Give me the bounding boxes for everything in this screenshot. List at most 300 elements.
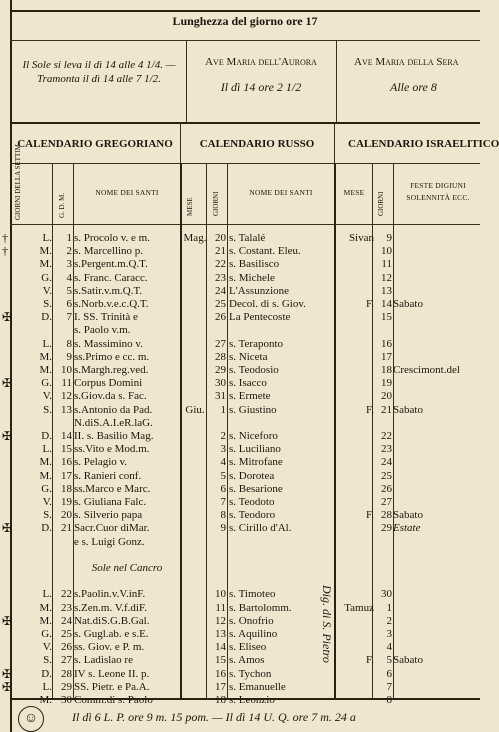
- israelite-month: F.: [366, 403, 374, 416]
- russian-saint: s. Teodoto: [229, 496, 275, 508]
- day-of-week: G.: [41, 377, 52, 390]
- table-row: [0, 351, 480, 364]
- russian-saint: s. Talalé: [229, 232, 266, 244]
- israelite-month: [335, 681, 374, 694]
- russian-saint: s. Besarione: [229, 482, 283, 495]
- table-row: [0, 390, 480, 403]
- day-number: 9: [66, 350, 72, 363]
- divider: [10, 122, 480, 124]
- israelite-month: [335, 575, 374, 588]
- day-number: 23: [61, 601, 72, 614]
- day-number: [52, 536, 72, 549]
- israelite-day: 16: [381, 337, 392, 350]
- israelite-day: 20: [381, 390, 392, 403]
- israelite-feast: [393, 602, 480, 615]
- russian-day: 31: [215, 390, 226, 403]
- israelite-feast: [393, 575, 480, 588]
- day-number: 28: [61, 667, 72, 680]
- israelite-day: [372, 562, 392, 575]
- russian-saint: s. Mitrofane: [229, 456, 283, 469]
- russian-day: 23: [215, 271, 226, 284]
- day-number: 13: [61, 403, 72, 416]
- top-rule: [10, 10, 480, 12]
- israelite-month: [335, 694, 374, 707]
- day-number: 29: [61, 680, 72, 693]
- israelite-month: [335, 338, 374, 351]
- israelite-month: [335, 245, 374, 258]
- gregorian-saint: s.Zen.m. V.f.diF.: [74, 601, 147, 614]
- day-number: [52, 549, 72, 562]
- russian-day: 17: [215, 680, 226, 693]
- israelite-feast: [393, 245, 480, 258]
- israelite-feast: [393, 443, 480, 456]
- day-number: 4: [66, 271, 72, 284]
- russian-saint: s. Luciliano: [229, 443, 281, 456]
- day-of-week: M.: [39, 258, 52, 271]
- israelite-day: [372, 324, 392, 337]
- maltese-cross-icon: ✠: [2, 429, 13, 443]
- russian-saint: s. Costant. Eleu.: [229, 245, 301, 258]
- gregorian-saint: IV s. Leone II. p.: [74, 667, 150, 680]
- day-of-week: G.: [41, 482, 52, 495]
- day-of-week: M.: [39, 245, 52, 258]
- israelite-day: 10: [381, 245, 392, 258]
- russian-saint: s. Teraponto: [229, 337, 284, 350]
- sera-title: Ave Maria della Sera: [354, 56, 459, 68]
- day-of-week: M.: [39, 469, 52, 482]
- day-number: 22: [61, 588, 72, 601]
- gregorian-saint: [74, 575, 178, 588]
- israelite-month: F.: [366, 654, 374, 667]
- maltese-cross-icon: ✠: [2, 666, 13, 681]
- day-of-week: V.: [42, 641, 52, 654]
- table-row: [0, 298, 480, 311]
- gregorian-saint: s. Silverio papa: [74, 509, 143, 522]
- gregorian-saint: SS. Pietr. e Pa.A.: [74, 680, 150, 693]
- gregorian-saint: s. Procolo v. e m.: [74, 232, 150, 244]
- israelite-day: 23: [381, 443, 392, 456]
- table-row: [0, 311, 480, 324]
- russian-day: 20: [215, 232, 226, 244]
- col-nome-santi-greg: NOME DEI SANTI: [95, 188, 159, 197]
- israelite-feast: [393, 390, 480, 403]
- day-of-week: D.: [41, 430, 52, 442]
- vertical-note: Dig. di S. Pietro: [320, 585, 334, 663]
- israelite-month: [335, 351, 374, 364]
- israelite-feast: [393, 351, 480, 364]
- gregorian-saint: s.Norb.v.e.c.Q.T.: [74, 298, 149, 310]
- israelite-day: 19: [381, 377, 392, 390]
- russian-day: 21: [215, 245, 226, 258]
- israelite-feast: [393, 377, 480, 390]
- israelite-day: 21: [381, 403, 392, 416]
- col-giorni-settimana: GIORNI DELLA SETTIM.: [14, 142, 22, 220]
- dagger-icon: †: [2, 244, 8, 259]
- day-of-week: M.: [39, 364, 52, 376]
- day-of-week: [18, 324, 52, 337]
- israelite-day: 8: [386, 694, 392, 706]
- israelite-day: [372, 575, 392, 588]
- israelite-day: 25: [381, 469, 392, 482]
- day-number: 16: [61, 456, 72, 469]
- day-number: 6: [66, 298, 72, 310]
- israelite-month: [335, 285, 374, 298]
- israelite-month: [335, 324, 374, 337]
- day-number: 18: [61, 482, 72, 495]
- table-row: [0, 549, 480, 562]
- day-number: 15: [61, 443, 72, 456]
- day-number: [52, 562, 72, 575]
- gregorian-saint: Sole nel Cancro: [91, 562, 163, 574]
- russian-day: 12: [215, 614, 226, 627]
- israelite-feast: [393, 549, 480, 562]
- russian-day: 14: [215, 641, 226, 654]
- col-giorni-isr: GIORNI: [377, 191, 385, 216]
- israelite-day: 9: [386, 232, 392, 244]
- gregorian-saint: s.Antonio da Pad.: [74, 403, 153, 416]
- israelite-month: [335, 417, 374, 430]
- table-row: [0, 338, 480, 351]
- table-row: [0, 417, 480, 430]
- israelite-month: Tamuz: [344, 601, 374, 614]
- israelite-feast: [393, 562, 480, 575]
- table-row: [0, 562, 480, 575]
- gregorian-saint: s.Satir.v.m.Q.T.: [74, 284, 143, 297]
- russian-day: [206, 536, 226, 549]
- section-russo: CALENDARIO RUSSO: [199, 138, 315, 150]
- day-number: 12: [61, 390, 72, 403]
- russian-day: 3: [220, 443, 226, 456]
- gregorian-saint: Nat.diS.G.B.Gal.: [74, 614, 150, 627]
- israelite-month: [335, 522, 374, 535]
- day-of-week: M.: [39, 614, 52, 627]
- israelite-month: F.: [366, 298, 374, 310]
- israelite-day: 27: [381, 496, 392, 508]
- day-of-week: S.: [43, 654, 52, 667]
- israelite-month: [335, 588, 374, 601]
- russian-day: 22: [215, 258, 226, 271]
- gregorian-saint: s. Ladislao re: [74, 654, 133, 667]
- israelite-day: 22: [381, 430, 392, 442]
- divider: [10, 698, 480, 700]
- divider: [10, 40, 480, 41]
- table-row: [0, 496, 480, 509]
- russian-day: 30: [215, 377, 226, 390]
- russian-saint: s. Giustino: [229, 403, 277, 416]
- russian-day: 9: [220, 522, 226, 535]
- russian-saint: s. Leonzio: [229, 694, 275, 706]
- russian-day: 24: [215, 284, 226, 297]
- israelite-day: 13: [381, 284, 392, 297]
- table-row: [0, 245, 480, 258]
- table-row: [0, 588, 480, 601]
- israelite-month: [335, 430, 374, 443]
- sera-text: Alle ore 8: [390, 80, 437, 94]
- col-mese-isr: MESE: [343, 188, 365, 197]
- gregorian-saint: ss.Vito e Mod.m.: [74, 443, 150, 456]
- day-number: 30: [61, 694, 72, 706]
- russian-saint: s. Onofrio: [229, 614, 274, 627]
- russian-saint: La Pentecoste: [229, 311, 291, 324]
- russian-day: 28: [215, 350, 226, 363]
- day-of-week: S.: [43, 298, 52, 310]
- israelite-feast: [393, 258, 480, 271]
- russian-saint: s. Bartolomm.: [229, 601, 292, 614]
- israelite-month: [335, 536, 374, 549]
- gregorian-saint: ss.Marco e Marc.: [74, 482, 151, 495]
- russian-saint: s. Ermete: [229, 390, 271, 403]
- gregorian-saint: s. Massimino v.: [74, 337, 143, 350]
- day-number: 1: [66, 232, 72, 244]
- aurora-text: Il dì 14 ore 2 1/2: [220, 80, 302, 94]
- day-number: 27: [61, 654, 72, 667]
- russian-day: 18: [215, 694, 226, 706]
- day-of-week: [18, 549, 52, 562]
- israelite-feast: [393, 628, 480, 641]
- day-number: [52, 324, 72, 337]
- israelite-month: [335, 615, 374, 628]
- gregorian-saint: s.Paolin.v.V.inF.: [74, 588, 146, 601]
- israelite-feast: Sabato: [393, 298, 423, 310]
- table-row: [0, 628, 480, 641]
- table-row: [0, 575, 480, 588]
- day-of-week: [18, 575, 52, 588]
- israelite-feast: [393, 430, 480, 443]
- israelite-feast: [393, 417, 480, 430]
- day-number: 21: [61, 522, 72, 535]
- day-of-week: M.: [39, 456, 52, 469]
- col-gdm: G. D. M.: [58, 192, 66, 218]
- day-of-week: S.: [43, 509, 52, 522]
- day-of-week: D.: [41, 311, 52, 324]
- day-number: 26: [61, 641, 72, 654]
- russian-saint: s. Niceforo: [229, 430, 278, 442]
- table-row: [0, 602, 480, 615]
- russian-day: [206, 575, 226, 588]
- maltese-cross-icon: ✠: [2, 679, 13, 694]
- divider: [10, 163, 480, 164]
- israelite-feast: [393, 324, 480, 337]
- table-row: [0, 522, 480, 535]
- gregorian-saint: [74, 549, 178, 562]
- dagger-icon: †: [2, 231, 8, 245]
- israelite-day: 14: [381, 298, 392, 310]
- russian-saint: s. Aquilino: [229, 628, 278, 640]
- russian-saint: s. Eliseo: [229, 641, 267, 654]
- russian-day: 6: [220, 482, 226, 495]
- israelite-feast: [393, 615, 480, 628]
- table-row: [0, 483, 480, 496]
- israelite-day: 29: [381, 522, 392, 535]
- day-number: 19: [61, 496, 72, 508]
- day-of-week: [18, 562, 52, 575]
- israelite-day: 18: [381, 364, 392, 376]
- day-of-week: V.: [42, 496, 52, 508]
- day-of-week: L.: [42, 443, 52, 456]
- russian-day: 13: [215, 628, 226, 640]
- israelite-day: 17: [381, 350, 392, 363]
- day-number: 7: [66, 311, 72, 324]
- col-mese-russo: MESE: [186, 197, 194, 216]
- maltese-cross-icon: ✠: [2, 521, 13, 536]
- table-row: [0, 668, 480, 681]
- footer-moon-phases: Il dì 6 L. P. ore 9 m. 15 pom. — Il dì 14 U. Q. ore 7 m. 24 a: [72, 710, 356, 724]
- table-row: [0, 615, 480, 628]
- israelite-day: [372, 536, 392, 549]
- table-row: [0, 641, 480, 654]
- israelite-feast: [393, 232, 480, 245]
- gregorian-saint: I. SS. Trinità e: [74, 311, 138, 324]
- gregorian-saint: ss. Giov. e P. m.: [74, 641, 145, 654]
- israelite-feast: Crescimont.del: [393, 364, 460, 376]
- col-feste: FESTE DIGIUNI SOLENNITÀ ECC.: [406, 181, 470, 202]
- day-of-week: L.: [42, 232, 52, 244]
- day-number: 11: [61, 377, 72, 390]
- maltese-cross-icon: ✠: [2, 613, 13, 628]
- day-of-week: V.: [42, 284, 52, 297]
- divider: [336, 40, 337, 122]
- gregorian-saint: ss.Primo e cc. m.: [74, 350, 150, 363]
- russian-day: [206, 417, 226, 430]
- page-title: Lunghezza del giorno ore 17: [172, 14, 318, 28]
- aurora-title: Ave Maria dell'Aurora: [205, 56, 317, 68]
- israelite-month: [335, 483, 374, 496]
- day-of-week: L.: [42, 588, 52, 601]
- russian-day: 29: [215, 364, 226, 376]
- israelite-feast: [393, 668, 480, 681]
- russian-day: 4: [220, 456, 226, 469]
- israelite-month: [335, 496, 374, 509]
- russian-day: 15: [215, 654, 226, 667]
- russian-day: 26: [215, 311, 226, 324]
- israelite-day: 24: [381, 456, 392, 469]
- israelite-feast: [393, 311, 480, 324]
- day-of-week: L.: [42, 337, 52, 350]
- israelite-feast: Sabato: [393, 509, 423, 522]
- day-of-week: V.: [42, 390, 52, 403]
- day-of-week: M.: [39, 350, 52, 363]
- gregorian-saint: Sacr.Cuor diMar.: [74, 522, 150, 535]
- russian-day: 10: [215, 588, 226, 601]
- table-row: [0, 654, 480, 667]
- gregorian-saint: s.Margh.reg.ved.: [74, 364, 149, 376]
- israelite-feast: [393, 588, 480, 601]
- russian-saint: s. Emanuelle: [229, 680, 286, 693]
- israelite-feast: [393, 641, 480, 654]
- day-number: 20: [61, 509, 72, 522]
- table-row: [0, 430, 480, 443]
- section-israelitico: CALENDARIO ISRAELITICO: [348, 138, 499, 150]
- israelite-feast: [393, 694, 480, 707]
- divider: [10, 224, 480, 225]
- russian-saint: s. Basilisco: [229, 258, 280, 271]
- table-row: [0, 694, 480, 707]
- table-row: [0, 377, 480, 390]
- gregorian-saint: N.diS.A.I.eR.laG.: [74, 416, 153, 429]
- israelite-month: [335, 311, 374, 324]
- day-of-week: G.: [41, 628, 52, 640]
- russian-month: Mag.: [183, 232, 207, 244]
- israelite-feast: [393, 470, 480, 483]
- gregorian-saint: s. Gugl.ab. e s.E.: [74, 628, 149, 640]
- gregorian-saint: Corpus Domini: [74, 377, 143, 390]
- israelite-feast: [393, 285, 480, 298]
- israelite-month: [335, 377, 374, 390]
- day-number: 25: [61, 628, 72, 640]
- israelite-month: F.: [366, 509, 374, 522]
- israelite-feast: [393, 496, 480, 509]
- day-number: 17: [61, 469, 72, 482]
- gregorian-saint: s. Paolo v.m.: [74, 324, 131, 337]
- israelite-month: [335, 443, 374, 456]
- table-row: [0, 509, 480, 522]
- russian-saint: s. Michele: [229, 271, 275, 284]
- russian-day: 27: [215, 337, 226, 350]
- israelite-day: 3: [386, 628, 392, 640]
- russian-day: 2: [220, 430, 226, 442]
- israelite-day: 30: [381, 588, 392, 601]
- moon-icon: ☺: [18, 706, 44, 732]
- table-row: [0, 681, 480, 694]
- russian-day: 5: [220, 469, 226, 482]
- israelite-day: 28: [381, 509, 392, 522]
- gregorian-saint: s. Pelagio v.: [74, 456, 128, 469]
- gregorian-saint: s.Pergent.m.Q.T.: [74, 258, 148, 271]
- israelite-feast: [393, 681, 480, 694]
- russian-day: [206, 562, 226, 575]
- russian-day: 11: [215, 601, 226, 614]
- gregorian-saint: s. Ranieri conf.: [74, 469, 142, 482]
- israelite-month: [335, 549, 374, 562]
- israelite-day: 6: [386, 667, 392, 680]
- day-of-week: L.: [42, 680, 52, 693]
- israelite-feast: [393, 536, 480, 549]
- israelite-day: 2: [386, 614, 392, 627]
- israelite-feast: [393, 338, 480, 351]
- russian-day: 7: [220, 496, 226, 508]
- russian-saint: s. Amos: [229, 654, 265, 667]
- russian-saint: s. Timoteo: [229, 588, 276, 601]
- day-number: 14: [61, 430, 72, 442]
- russian-day: 25: [215, 298, 226, 310]
- col-nome-santi-russo: NOME DEI SANTI: [249, 188, 313, 197]
- israelite-month: [335, 390, 374, 403]
- day-of-week: M.: [39, 601, 52, 614]
- table-row: [0, 285, 480, 298]
- day-of-week: G.: [41, 271, 52, 284]
- russian-day: 16: [215, 667, 226, 680]
- gregorian-saint: s. Franc. Caracc.: [74, 271, 148, 284]
- table-row: [0, 364, 480, 377]
- day-of-week: S.: [43, 403, 52, 416]
- israelite-feast: [393, 272, 480, 285]
- gregorian-saint: Comm.di s. Paolo: [74, 694, 153, 706]
- russian-saint: [229, 549, 333, 562]
- israelite-day: 15: [381, 311, 392, 324]
- israelite-day: 4: [386, 641, 392, 654]
- israelite-month: [335, 628, 374, 641]
- day-number: 8: [66, 337, 72, 350]
- gregorian-saint: II. s. Basilio Mag.: [74, 430, 154, 442]
- israelite-feast: [393, 456, 480, 469]
- israelite-month: [335, 364, 374, 377]
- israelite-day: 1: [386, 601, 392, 614]
- table-row: [0, 536, 480, 549]
- israelite-month: [335, 258, 374, 271]
- russian-saint: s. Cirillo d'Al.: [229, 522, 292, 535]
- russian-saint: s. Tychon: [229, 667, 272, 680]
- table-row: [0, 404, 480, 417]
